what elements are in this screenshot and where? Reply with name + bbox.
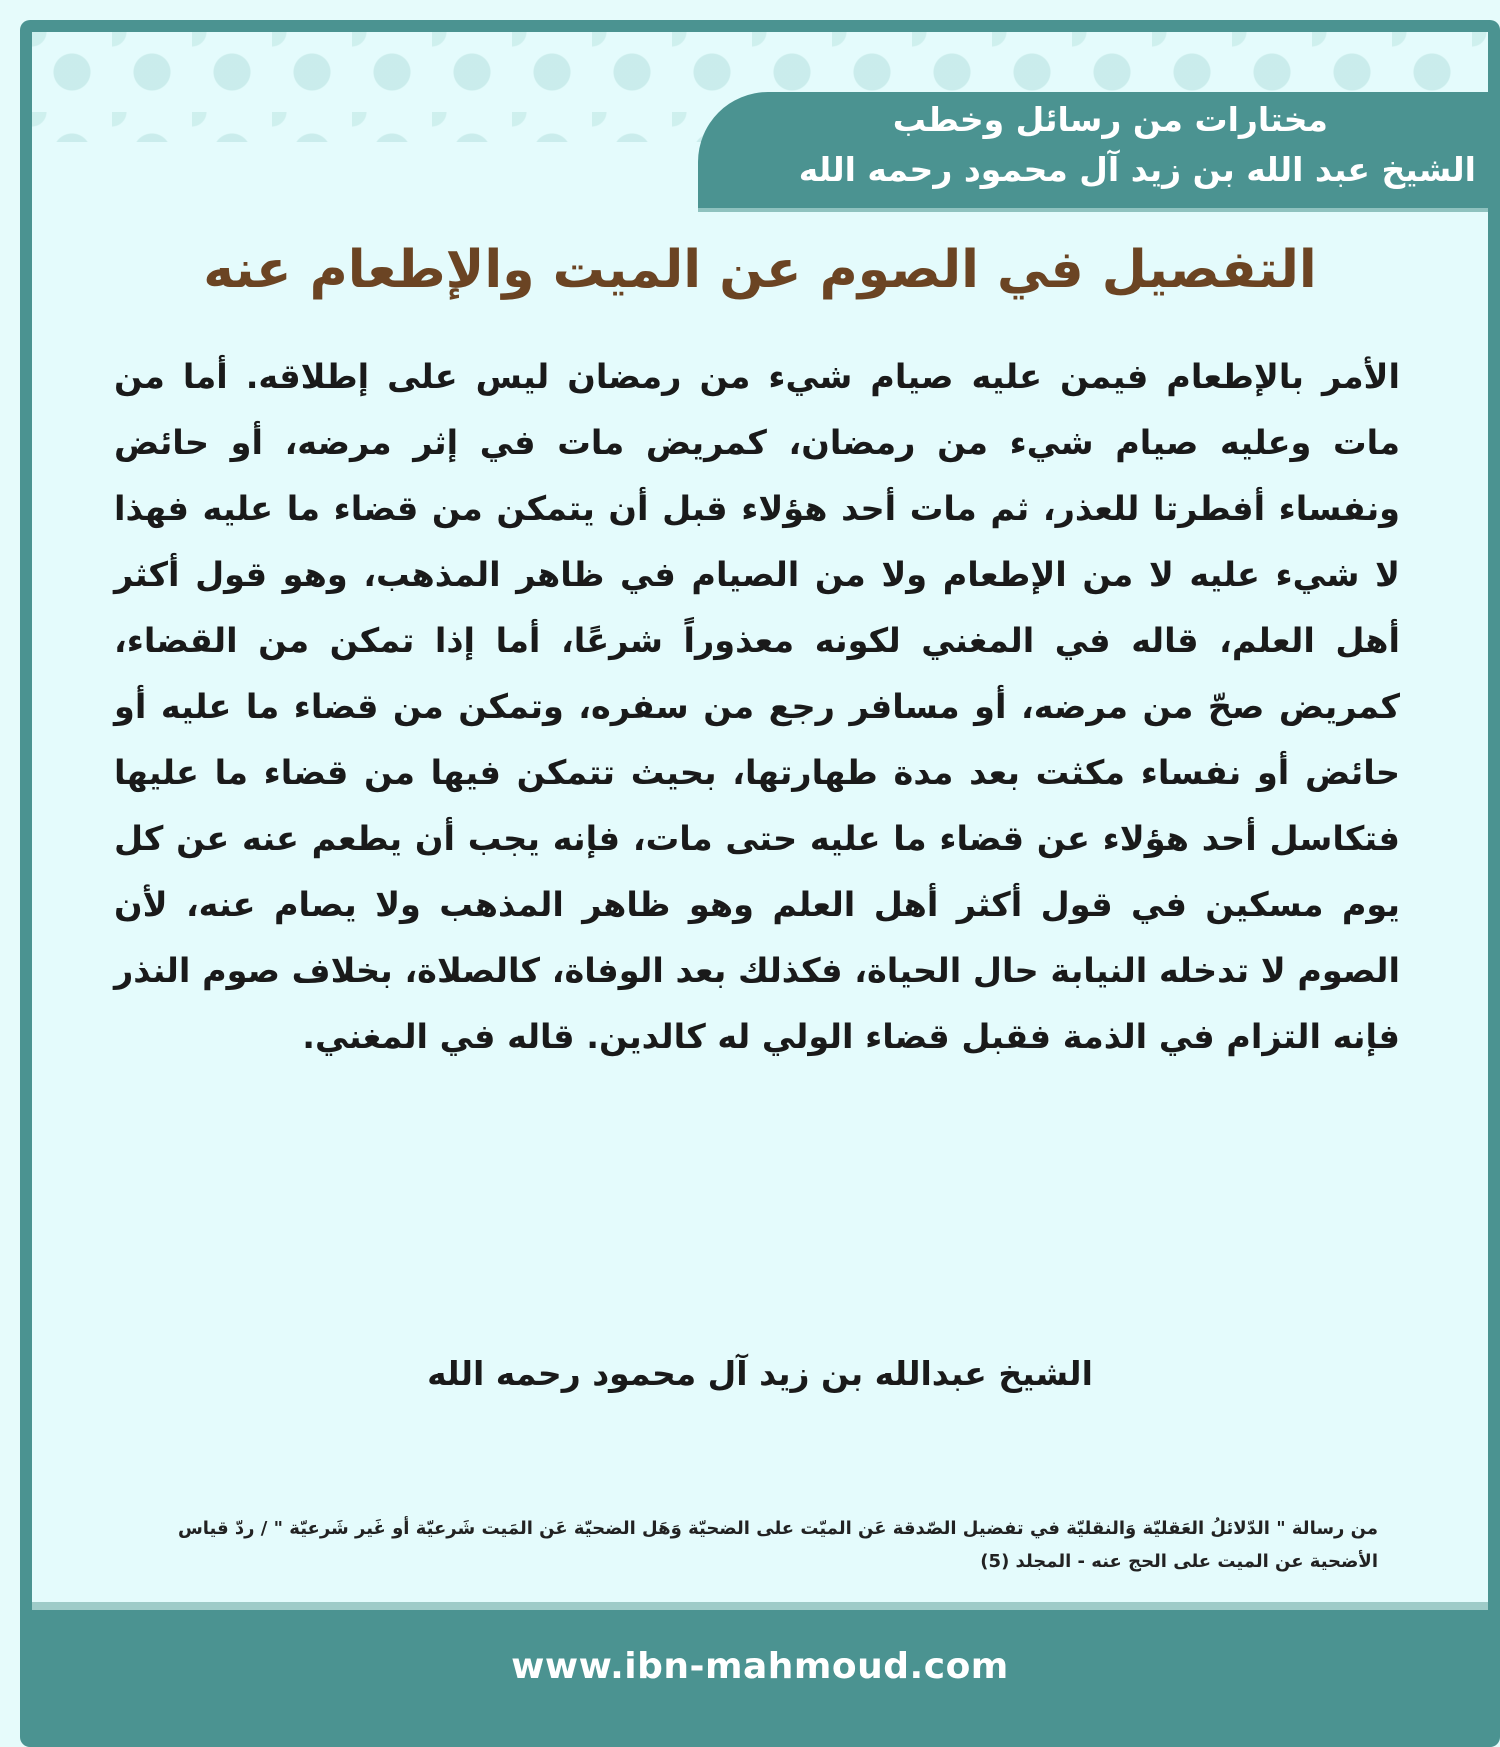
- author-signature: الشيخ عبدالله بن زيد آل محمود رحمه الله: [427, 1354, 1093, 1393]
- article-card: [20, 20, 1500, 1747]
- source-citation: من رسالة " الدّلائلُ العَقليّة وَالنقليّة في تفضيل الصّدقة عَن الميّت على الضحيّة وَهَل الضحيّة عَن المَيت شَرعيّة أو غَير شَرعيّة " / ردّ قياس الأضحية عن الميت على الحج عنه - المجلد (5): [177, 1518, 1378, 1572]
- footer-divider: [32, 1602, 1488, 1610]
- author-header: الشيخ عبد الله بن زيد آل محمود رحمه الله: [798, 150, 1476, 189]
- footer-bar: [32, 1610, 1488, 1735]
- article-body: الأمر بالإطعام فيمن عليه صيام شيء من رمضان ليس على إطلاقه. أما من مات وعليه صيام شيء من رمضان، كمريض مات في إثر مرضه، أو حائض ونفساء أفطرتا للعذر، ثم مات أحد هؤلاء قبل أن يتمكن من قضاء ما عليه فهذا لا شيء عليه لا من الإطعام ولا من الصيام في ظاهر المذهب، وهو قول أكثر أهل العلم، قاله في المغني لكونه معذوراً شرعًا، أما إذا تمكن من القضاء، كمريض صحّ من مرضه، أو مسافر رجع من سفره، وتمكن من قضاء ما عليه أو حائض أو نفساء مكثت بعد مدة طهارتها، بحيث تتمكن فيها من قضاء ما عليها فتكاسل أحد هؤلاء عن قضاء ما عليه حتى مات، فإنه يجب أن يطعم عنه عن كل يوم مسكين في قول أكثر أهل العلم وهو ظاهر المذهب ولا يصام عنه، لأن الصوم لا تدخله النيابة حال الحياة، فكذلك بعد الوفاة، كالصلاة، بخلاف صوم النذر فإنه التزام في الذمة فقبل قضاء الولي له كالدين. قاله في المغني.: [114, 357, 1400, 1056]
- page-title: التفصيل في الصوم عن الميت والإطعام عنه: [203, 240, 1317, 300]
- series-title: مختارات من رسائل وخطب: [892, 100, 1328, 139]
- website-link[interactable]: www.ibn-mahmoud.com: [511, 1646, 1009, 1687]
- header-band: [698, 92, 1488, 212]
